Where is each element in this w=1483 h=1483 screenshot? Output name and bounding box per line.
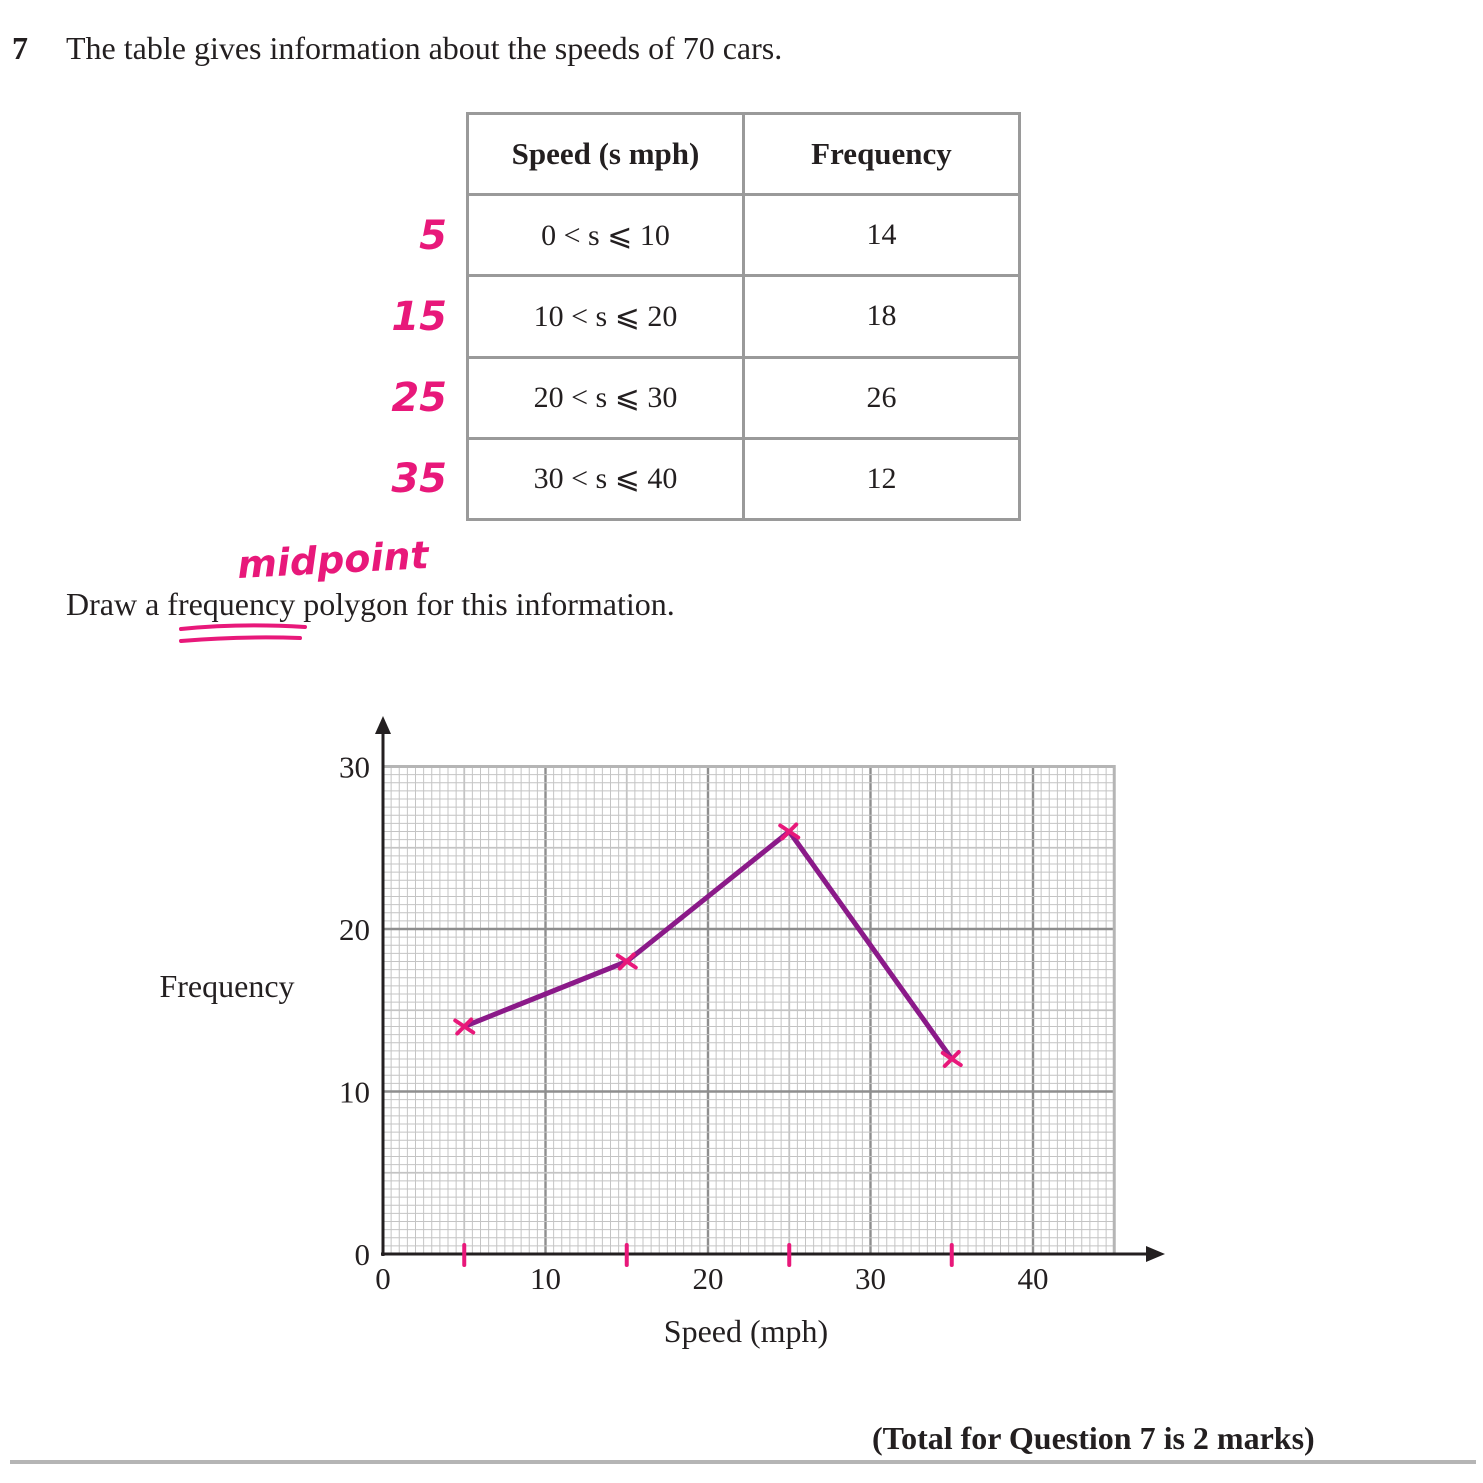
instruction-prefix: Draw a [66, 586, 168, 622]
midpoint-annotation: 35 [391, 456, 447, 502]
table-cell-frequency: 14 [744, 195, 1020, 276]
table-cell-frequency: 12 [744, 438, 1020, 519]
table-cell-interval: 20 < s ⩽ 30 [468, 357, 744, 438]
table-cell-frequency: 26 [744, 357, 1020, 438]
keyword-underline [181, 637, 300, 641]
x-tick-label: 10 [530, 1261, 561, 1296]
x-axis-arrow [1146, 1246, 1165, 1262]
graph-grid [383, 767, 1114, 1255]
midpoint-annotation: 25 [391, 375, 447, 421]
midpoint-annotation: 15 [391, 294, 447, 340]
table-cell-interval: 0 < s ⩽ 10 [468, 195, 744, 276]
midpoint-annotation: 5 [419, 213, 447, 259]
table-header-speed: Speed (s mph) [468, 114, 744, 195]
keyword-underline [181, 625, 305, 629]
table-cell-interval: 10 < s ⩽ 20 [468, 276, 744, 357]
y-tick-label: 20 [339, 912, 370, 947]
total-marks: (Total for Question 7 is 2 marks) [872, 1420, 1315, 1456]
question-number: 7 [12, 30, 28, 66]
instruction-suffix: polygon for this information. [295, 586, 675, 622]
table-header-frequency: Frequency [744, 114, 1020, 195]
table-cell-interval: 30 < s ⩽ 40 [468, 438, 744, 519]
bottom-divider [10, 1460, 1476, 1464]
handwritten-annotations [181, 213, 447, 641]
y-tick-label: 10 [339, 1074, 370, 1110]
x-tick-label: 0 [375, 1261, 391, 1296]
y-axis-title: Frequency [159, 968, 295, 1004]
y-axis-arrow [375, 716, 391, 734]
chart-axes [375, 716, 1165, 1262]
question-intro: The table gives information about the speeds of 70 cars. [66, 30, 783, 66]
x-tick-label: 40 [1017, 1261, 1049, 1296]
x-axis-title: Speed (mph) [663, 1313, 829, 1349]
table-cell-frequency: 18 [744, 276, 1020, 357]
x-tick-label: 20 [692, 1261, 724, 1296]
y-tick-label: 0 [354, 1237, 370, 1272]
x-tick-label: 30 [855, 1261, 886, 1296]
y-tick-label: 30 [339, 749, 370, 785]
midpoint-label-annotation: midpoint [236, 533, 430, 587]
instruction-keyword: frequency [167, 586, 296, 622]
